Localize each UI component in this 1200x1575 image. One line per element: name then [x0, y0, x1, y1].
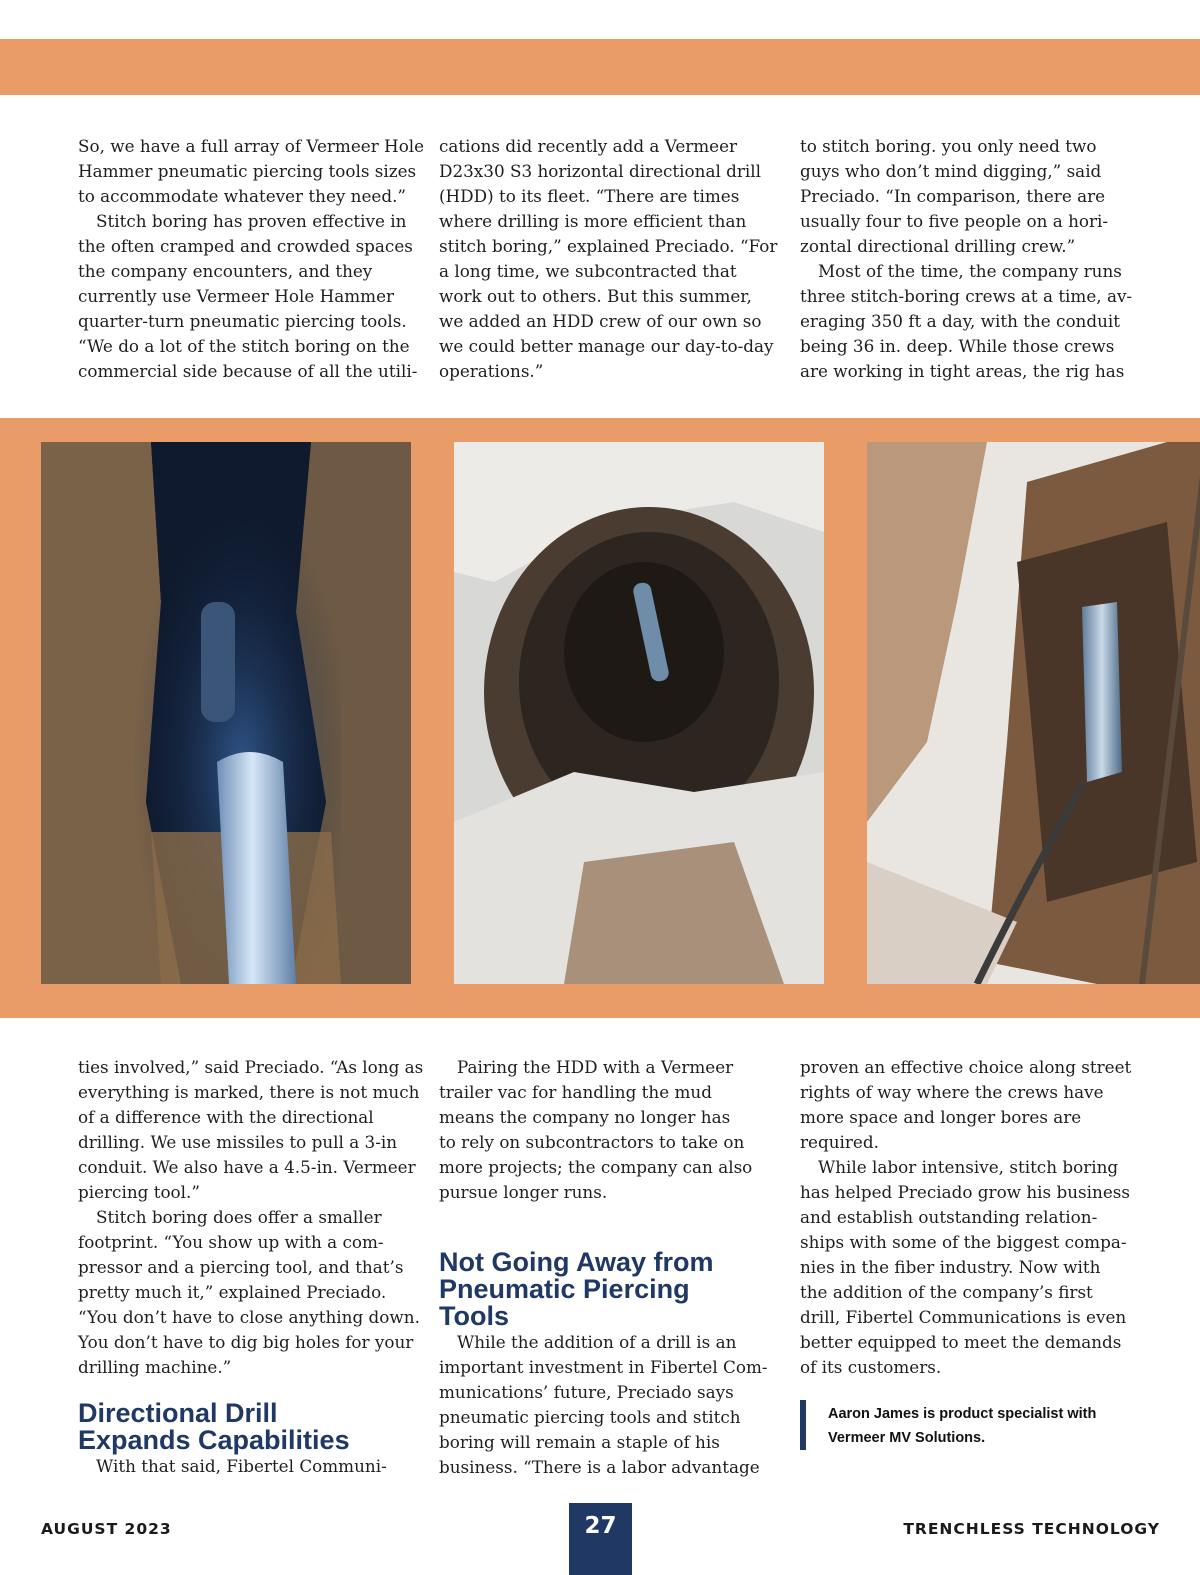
article-column-2-bottom [439, 1055, 768, 1480]
text-line: So, we have a full array of Vermeer Hole [78, 136, 425, 156]
article-column-1-top [78, 134, 424, 384]
heading-line: Pneumatic Piercing [439, 1274, 690, 1304]
top-accent-band [0, 39, 1200, 95]
text-line: guys who don’t mind digging,” said [800, 161, 1102, 181]
text-line: piercing tool.” [78, 1182, 200, 1202]
heading-line: Tools [439, 1301, 509, 1331]
text-line: drilling machine.” [78, 1357, 232, 1377]
trench-pipe-photo [41, 442, 411, 984]
text-line: conduit. We also have a 4.5-in. Vermeer [78, 1157, 416, 1177]
text-line: business. “There is a labor advantage [439, 1457, 760, 1477]
text-line: better equipped to meet the demands [800, 1332, 1122, 1352]
text-line: ties involved,” said Preciado. “As long as [78, 1057, 424, 1077]
text-line: we added an HDD crew of our own so [439, 311, 762, 331]
text-line: quarter-turn pneumatic piercing tools. [78, 311, 407, 331]
text-line: Stitch boring has proven effective in [96, 211, 407, 231]
text-line: While labor intensive, stitch boring [818, 1157, 1119, 1177]
text-line: rights of way where the crews have [800, 1082, 1104, 1102]
text-line: where drilling is more efficient than [439, 211, 747, 231]
heading-line: Expands Capabilities [78, 1425, 350, 1455]
text-line: You don’t have to dig big holes for your [78, 1332, 414, 1352]
text-line: ships with some of the biggest compa- [800, 1232, 1127, 1252]
text-line: the often cramped and crowded spaces [78, 236, 413, 256]
text-line: and establish outstanding relation- [800, 1207, 1098, 1227]
bio-line: Aaron James is product specialist with [828, 1406, 1097, 1422]
text-line: more space and longer bores are [800, 1107, 1082, 1127]
text-line: drill, Fibertel Communications is even [800, 1307, 1127, 1327]
text-line: to accommodate whatever they need.” [78, 186, 407, 206]
text-line: proven an effective choice along street [800, 1057, 1132, 1077]
text-line: we could better manage our day-to-day [439, 336, 774, 356]
text-line: nies in the fiber industry. Now with [800, 1257, 1101, 1277]
text-line: Preciado. “In comparison, there are [800, 186, 1106, 206]
text-line: footprint. “You show up with a com- [78, 1232, 384, 1252]
footer-publication: TRENCHLESS TECHNOLOGY [903, 1520, 1160, 1538]
bio-text [828, 1402, 1096, 1450]
text-line: to rely on subcontractors to take on [439, 1132, 745, 1152]
text-line: Stitch boring does offer a smaller [96, 1207, 382, 1227]
heading-line: Not Going Away from [439, 1247, 714, 1277]
text-line: the addition of the company’s first [800, 1282, 1093, 1302]
text-line: a long time, we subcontracted that [439, 261, 737, 281]
bio-line: Vermeer MV Solutions. [828, 1430, 986, 1446]
text-line: pursue longer runs. [439, 1182, 608, 1202]
section-heading-pneumatic-tools [439, 1249, 768, 1330]
text-line: currently use Vermeer Hole Hammer [78, 286, 395, 306]
heading-line: Directional Drill [78, 1398, 278, 1428]
article-column-3-top [800, 134, 1132, 384]
text-line: eraging 350 ft a day, with the conduit [800, 311, 1121, 331]
text-line: has helped Preciado grow his business [800, 1182, 1130, 1202]
text-line: Hammer pneumatic piercing tools sizes [78, 161, 417, 181]
text-line: drilling. We use missiles to pull a 3-in [78, 1132, 398, 1152]
text-line: to stitch boring. you only need two [800, 136, 1097, 156]
text-line: “We do a lot of the stitch boring on the [78, 336, 410, 356]
text-line: of its customers. [800, 1357, 942, 1377]
text-line: “You don’t have to close anything down. [78, 1307, 420, 1327]
bore-pit-photo [454, 442, 824, 984]
text-line: Most of the time, the company runs [818, 261, 1122, 281]
text-line: being 36 in. deep. While those crews [800, 336, 1115, 356]
page-number: 27 [569, 1503, 632, 1575]
text-line: required. [800, 1132, 879, 1152]
text-line: commercial side because of all the utili- [78, 361, 418, 381]
piercing-tool-photo [867, 442, 1200, 984]
article-column-1-bottom [78, 1055, 423, 1479]
text-line: operations.” [439, 361, 544, 381]
text-line: munications’ future, Preciado says [439, 1382, 734, 1402]
text-line: pressor and a piercing tool, and that’s [78, 1257, 404, 1277]
text-line: everything is marked, there is not much [78, 1082, 420, 1102]
text-line: (HDD) to its fleet. “There are times [439, 186, 740, 206]
text-line: stitch boring,” explained Preciado. “For [439, 236, 778, 256]
text-line: usually four to five people on a hori- [800, 211, 1109, 231]
author-bio [800, 1400, 1140, 1450]
text-line: pretty much it,” explained Preciado. [78, 1282, 387, 1302]
text-line: zontal directional drilling crew.” [800, 236, 1076, 256]
article-column-2-top [439, 134, 777, 384]
text-line: With that said, Fibertel Communi- [96, 1456, 387, 1476]
section-heading-directional-drill [78, 1400, 423, 1454]
text-line: means the company no longer has [439, 1107, 731, 1127]
footer-date: AUGUST 2023 [41, 1520, 172, 1538]
text-line: Pairing the HDD with a Vermeer [457, 1057, 734, 1077]
text-line: the company encounters, and they [78, 261, 373, 281]
bio-accent-bar [800, 1400, 806, 1450]
text-line: are working in tight areas, the rig has [800, 361, 1125, 381]
text-line: pneumatic piercing tools and stitch [439, 1407, 741, 1427]
text-line: of a difference with the directional [78, 1107, 374, 1127]
text-line: While the addition of a drill is an [457, 1332, 737, 1352]
text-line: D23x30 S3 horizontal directional drill [439, 161, 762, 181]
article-column-3-bottom [800, 1055, 1131, 1380]
text-line: more projects; the company can also [439, 1157, 753, 1177]
text-line: trailer vac for handling the mud [439, 1082, 712, 1102]
text-line: boring will remain a staple of his [439, 1432, 720, 1452]
text-line: cations did recently add a Vermeer [439, 136, 738, 156]
text-line: three stitch-boring crews at a time, av- [800, 286, 1133, 306]
text-line: work out to others. But this summer, [439, 286, 752, 306]
text-line: important investment in Fibertel Com- [439, 1357, 768, 1377]
